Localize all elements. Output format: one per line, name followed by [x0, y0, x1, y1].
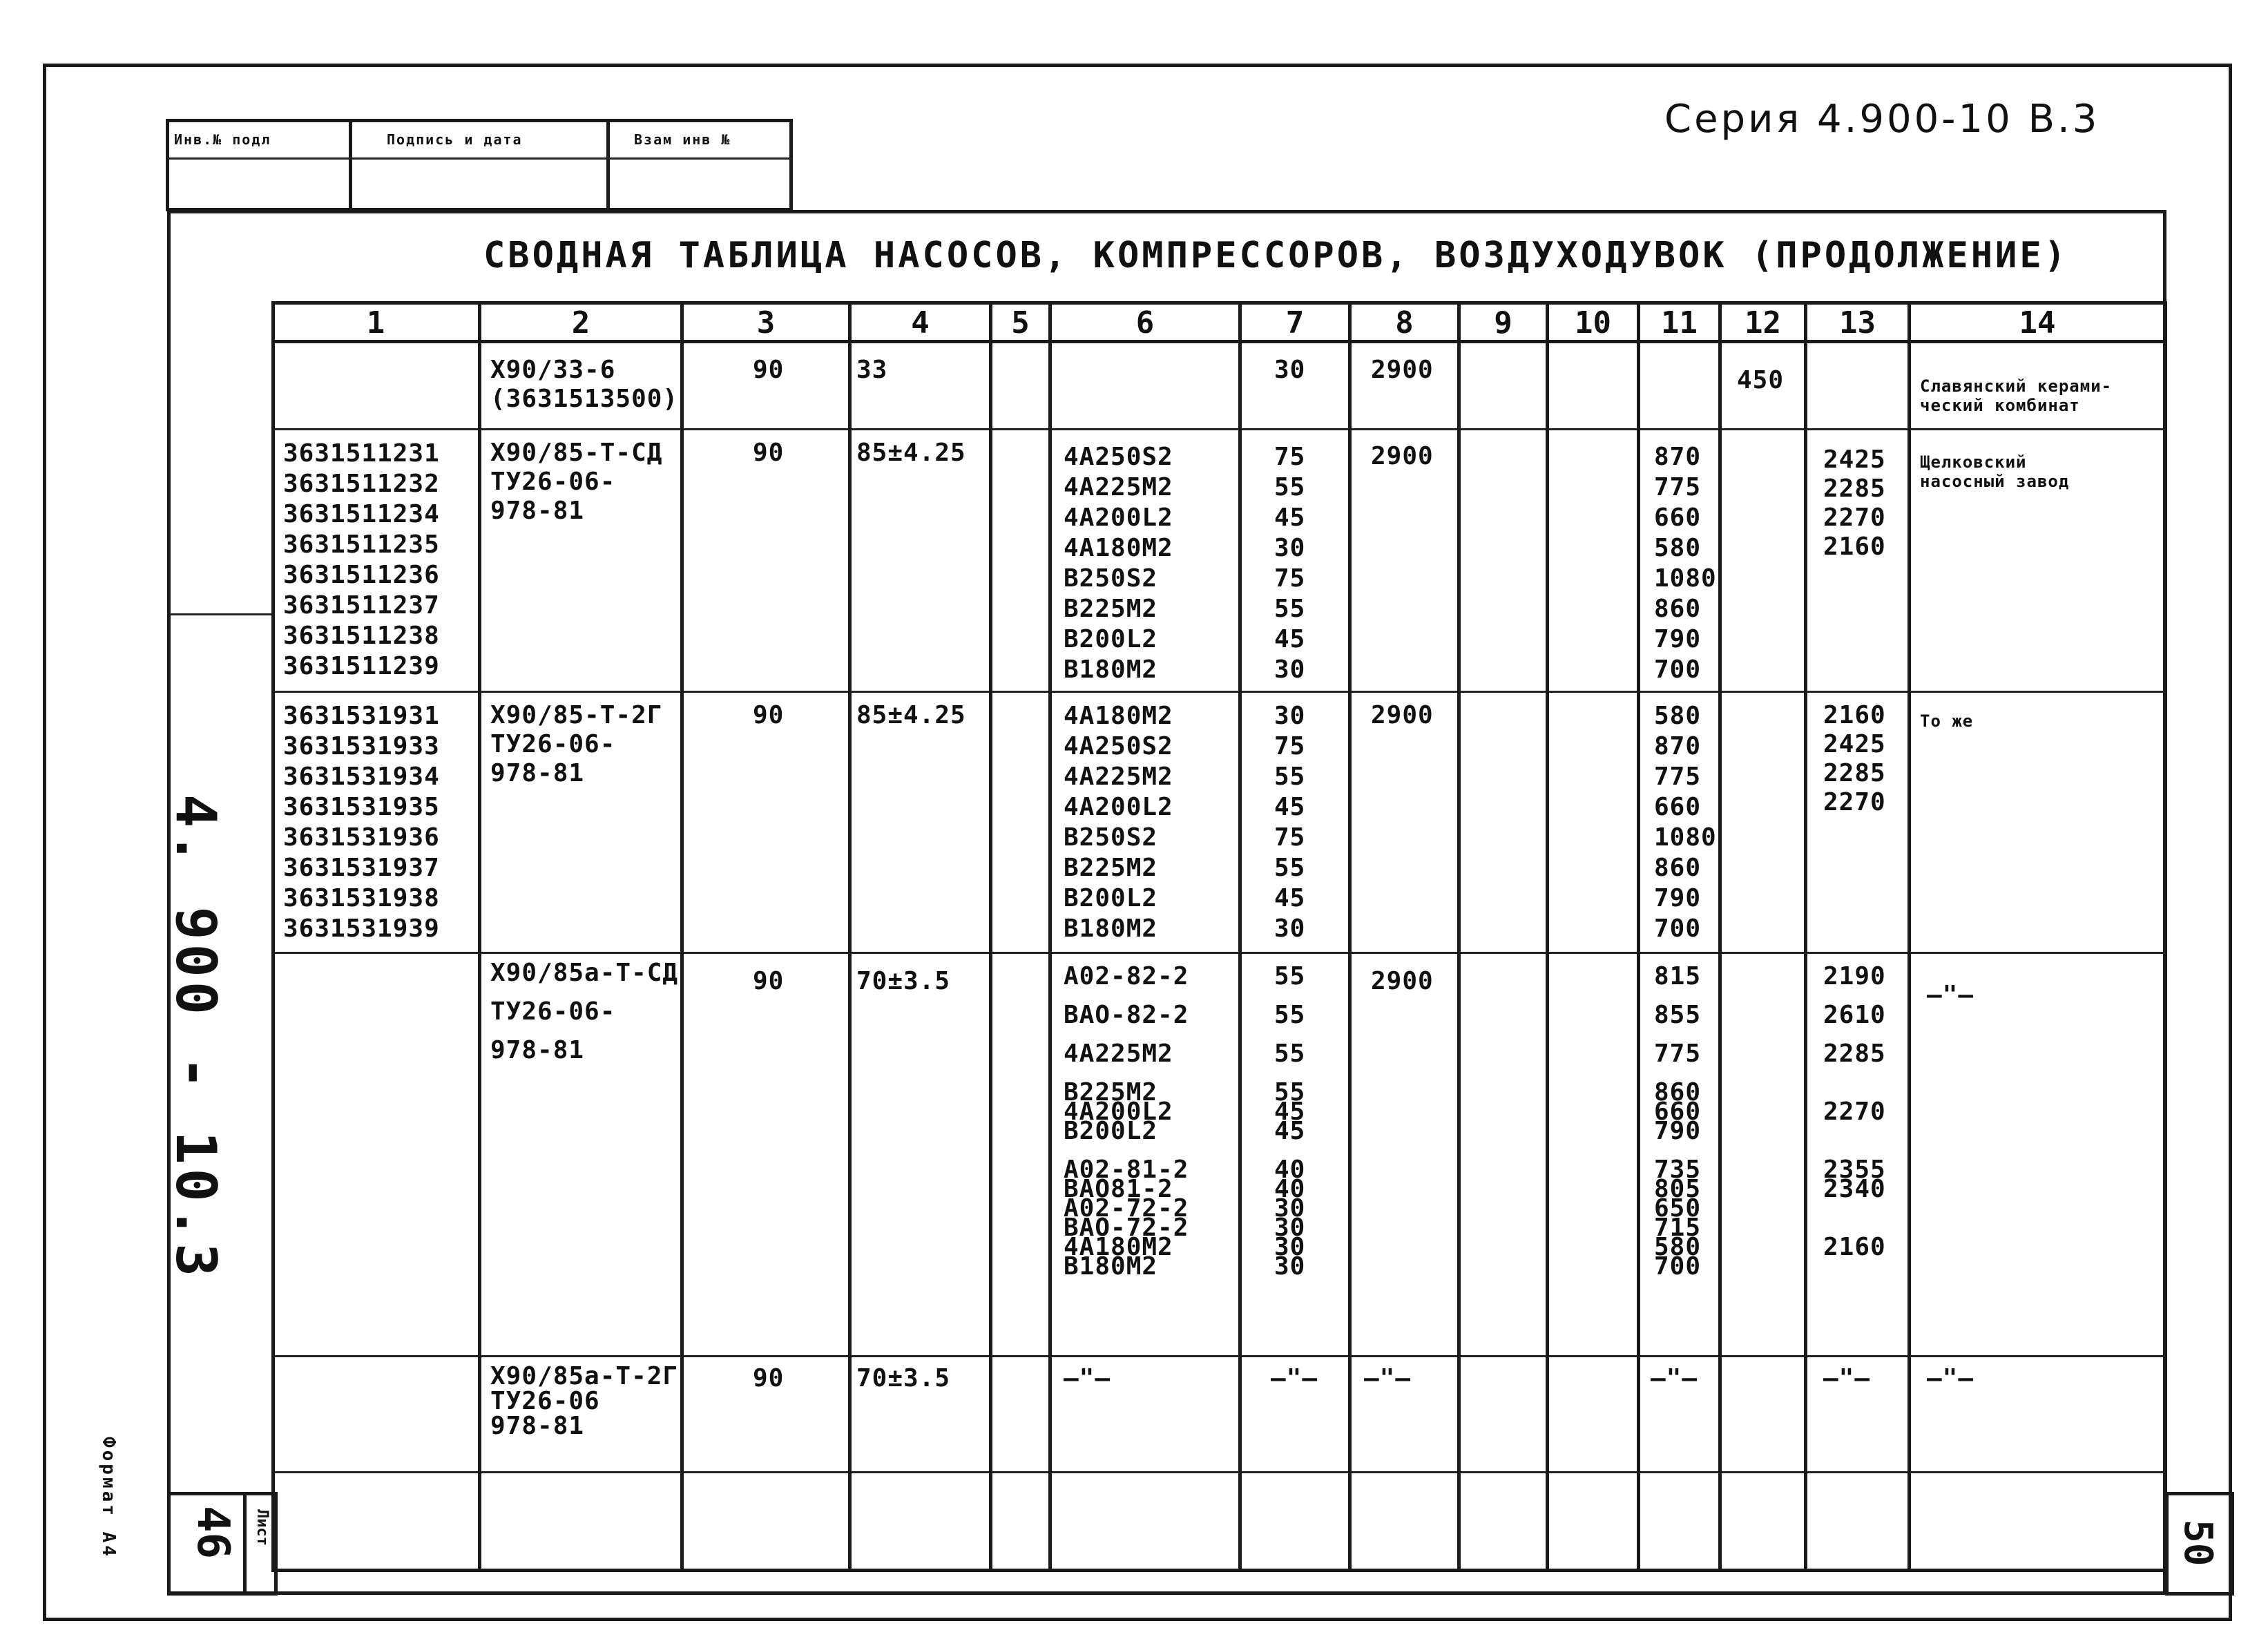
- table-cell: 2160 2425 2285 2270: [1823, 701, 1886, 816]
- table-cell: 70±3.5: [856, 967, 951, 995]
- series-label: Серия 4.900-10 В.3: [1664, 97, 2100, 142]
- sheet-number: 46: [187, 1506, 238, 1560]
- table-cell: А02-82-2 ВАО-82-2 4А225М2 В225М2 4А200L2 В200L2 А02-81-2 ВАО81-2 А02-72-2 ВАО-72-2 4А180М2 В180М2: [1064, 962, 1189, 1281]
- col-header-8: 8: [1395, 305, 1414, 341]
- table-cell: 30 75 55 45 75 55 45 30: [1274, 702, 1306, 943]
- page-title: СВОДНАЯ ТАБЛИЦА НАСОСОВ, КОМПРЕССОРОВ, ВОЗДУХОДУВОК (ПРОДОЛЖЕНИЕ): [483, 235, 2068, 276]
- col-header-6: 6: [1135, 305, 1155, 341]
- table-cell: 2900: [1371, 967, 1434, 995]
- table-cell: 85±4.25: [856, 439, 966, 467]
- col-header-10: 10: [1575, 305, 1611, 341]
- col-header-12: 12: [1745, 305, 1781, 341]
- col-header-1: 1: [366, 305, 385, 341]
- col-header-3: 3: [756, 305, 776, 341]
- table-cell: Х90/85-Т-СД ТУ26-06- 978-81: [490, 439, 663, 525]
- col-header-13: 13: [1839, 305, 1876, 341]
- table-cell: —"—: [1823, 1364, 1871, 1392]
- table-cell: 75 55 45 30 75 55 45 30: [1274, 443, 1306, 684]
- table-cell: 90: [753, 1364, 785, 1392]
- table-cell: 815 855 775 860 660 790 735 805 650 715 580 700: [1654, 962, 1702, 1281]
- table-cell: 2425 2285 2270 2160: [1823, 446, 1886, 561]
- table-cell: 55 55 55 55 45 45 40 40 30 30 30 30: [1274, 962, 1306, 1281]
- table-cell: Х90/33-6 (3631513500): [490, 356, 679, 413]
- stamp-vzam-label: Взам инв №: [634, 131, 731, 148]
- table-cell: Х90/85а-Т-СД ТУ26-06- 978-81: [490, 959, 679, 1064]
- table-cell: То же: [1920, 711, 1974, 731]
- table-cell: 2900: [1371, 356, 1434, 384]
- table-cell: 85±4.25: [856, 701, 966, 729]
- table-cell: 90: [753, 701, 785, 729]
- table-cell: 90: [753, 967, 785, 995]
- table-cell: 2900: [1371, 701, 1434, 729]
- stamp-sign-label: Подпись и дата: [387, 131, 523, 148]
- col-header-5: 5: [1011, 305, 1030, 341]
- table-cell: 870 775 660 580 1080 860 790 700: [1654, 443, 1717, 684]
- table-cell: 4А250S2 4А225М2 4А200L2 4А180М2 В250S2 В225М2 В200L2 В180М2: [1064, 443, 1173, 684]
- table-cell: 3631531931 3631531933 3631531934 3631531935 3631531936 3631531937 3631531938 3631531939: [283, 702, 440, 943]
- table-cell: Щелковский насосный завод: [1920, 452, 2070, 491]
- table-cell: 2190 2610 2285 2270 2355 2340 2160: [1823, 962, 1886, 1261]
- table-cell: —"—: [1364, 1364, 1412, 1392]
- table-cell: —"—: [1271, 1364, 1318, 1392]
- table-cell: 4А180М2 4А250S2 4А225М2 4А200L2 В250S2 В225М2 В200L2 В180М2: [1064, 702, 1173, 943]
- col-header-14: 14: [2019, 305, 2056, 341]
- table-cell: Х90/85а-Т-2Г ТУ26-06 978-81: [490, 1362, 679, 1440]
- stamp-inv-label: Инв.№ подл: [174, 131, 271, 148]
- side-code: 4. 900 - 10.3: [164, 794, 228, 1281]
- format-label: Формат А4: [98, 1437, 119, 1559]
- col-header-9: 9: [1494, 305, 1512, 341]
- table-cell: 30: [1274, 356, 1306, 384]
- table-cell: —"—: [1927, 981, 1974, 1009]
- table-cell: Славянский керами- ческий комбинат: [1920, 376, 2113, 415]
- col-header-11: 11: [1661, 305, 1698, 341]
- table-cell: 580 870 775 660 1080 860 790 700: [1654, 702, 1717, 943]
- table-cell: 2900: [1371, 442, 1434, 470]
- table-cell: 33: [856, 356, 888, 384]
- table-cell: 90: [753, 439, 785, 467]
- sheet-label: Лист: [253, 1509, 271, 1546]
- table-cell: —"—: [1651, 1364, 1698, 1392]
- col-header-2: 2: [571, 305, 590, 341]
- col-header-7: 7: [1285, 305, 1305, 341]
- table-cell: 70±3.5: [856, 1364, 951, 1392]
- table-cell: 450: [1737, 366, 1785, 394]
- table-cell: 90: [753, 356, 785, 384]
- table-cell: 3631511231 3631511232 3631511234 3631511235 3631511236 3631511237 3631511238 3631511239: [283, 439, 440, 680]
- col-header-4: 4: [911, 305, 930, 341]
- table-cell: Х90/85-Т-2Г ТУ26-06- 978-81: [490, 701, 663, 787]
- table-cell: —"—: [1927, 1364, 1974, 1392]
- page-number: 50: [2175, 1520, 2220, 1567]
- table-cell: —"—: [1064, 1364, 1111, 1392]
